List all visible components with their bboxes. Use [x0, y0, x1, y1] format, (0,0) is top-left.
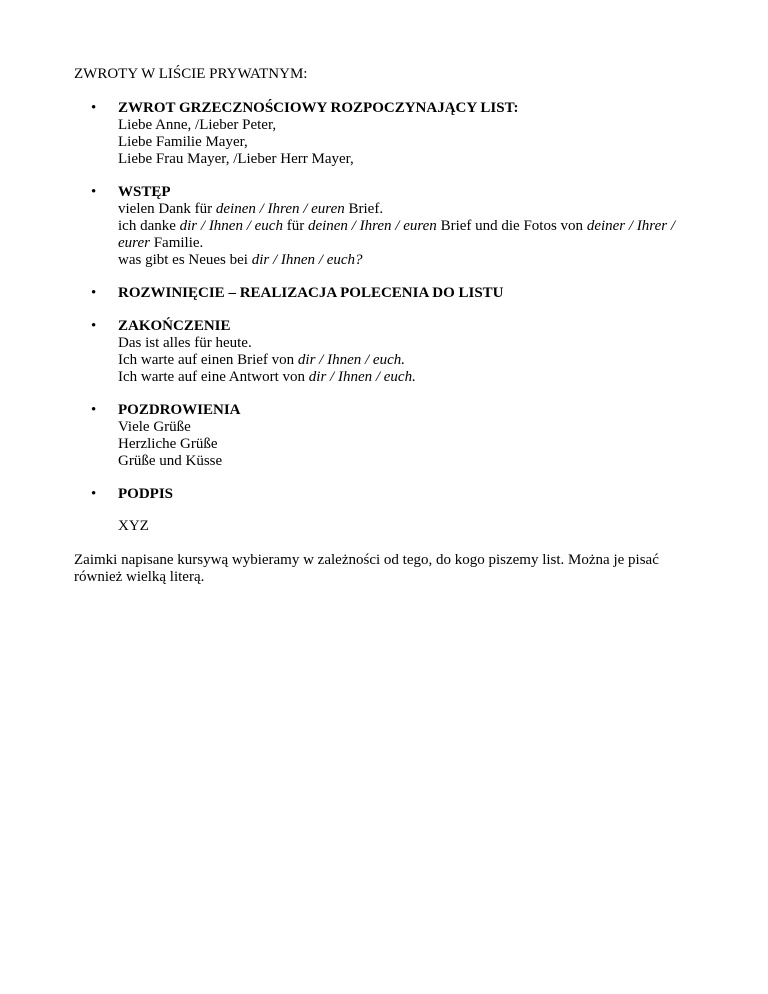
phrase-text: Herzliche Grüße [118, 436, 218, 452]
section-heading: POZDROWIENIA [118, 402, 241, 418]
pronoun-text: dir / Ihnen / euch? [251, 252, 363, 268]
section-line [118, 151, 694, 168]
bullet-icon: • [91, 318, 97, 334]
section-line [118, 436, 694, 453]
document-title: ZWROTY W LIŚCIE PRYWATNYM: [74, 66, 308, 82]
section-line [118, 419, 694, 436]
bullet-icon: • [91, 285, 97, 301]
phrase-text: was gibt es Neues bei [118, 252, 252, 268]
pronoun-text: dir / Ihnen / euch. [297, 352, 405, 368]
section-item [74, 486, 694, 503]
section-item [74, 285, 694, 302]
section-list [74, 100, 694, 503]
signature-text: XYZ [118, 518, 149, 534]
phrase-text: Familie. [149, 235, 204, 251]
bullet-icon: • [91, 100, 97, 116]
section-heading: ROZWINIĘCIE – REALIZACJA POLECENIA DO LISTU [118, 285, 504, 301]
phrase-text: Grüße und Küsse [118, 453, 223, 469]
phrase-text: Brief und die Fotos von [436, 218, 587, 234]
section-line [118, 117, 694, 134]
section-item [74, 100, 694, 168]
section-line [118, 201, 694, 218]
phrase-text: Ich warte auf eine Antwort von [118, 369, 309, 385]
phrase-text: Viele Grüße [118, 419, 191, 435]
footnote-text: Zaimki napisane kursywą wybieramy w zależności od tego, do kogo piszemy list. Można je pisać również wielką literą. [74, 552, 659, 585]
pronoun-text: deinen / Ihren / euren [215, 201, 345, 217]
section-line [118, 134, 694, 151]
section-heading: WSTĘP [118, 184, 171, 200]
phrase-text: Liebe Familie Mayer, [118, 134, 248, 150]
section-item [74, 318, 694, 386]
section-heading: PODPIS [118, 486, 174, 502]
pronoun-text: deiner / Ihrer / eurer [118, 218, 675, 251]
section-item [74, 184, 694, 269]
phrase-text: Liebe Anne, /Lieber Peter, [118, 117, 277, 133]
section-line [118, 369, 694, 386]
phrase-text: Ich warte auf einen Brief von [118, 352, 298, 368]
phrase-text: Das ist alles für heute. [118, 335, 252, 351]
phrase-text: Liebe Frau Mayer, /Lieber Herr Mayer, [118, 151, 354, 167]
pronoun-text: deinen / Ihren / euren [307, 218, 437, 234]
phrase-text: für [282, 218, 308, 234]
section-heading: ZAKOŃCZENIE [118, 318, 231, 334]
bullet-icon: • [91, 402, 97, 418]
section-item [74, 402, 694, 470]
phrase-text: Brief. [344, 201, 384, 217]
phrase-text: ich danke [118, 218, 180, 234]
section-heading: ZWROT GRZECZNOŚCIOWY ROZPOCZYNAJĄCY LIST: [118, 100, 519, 116]
document-page [74, 66, 694, 586]
section-line [118, 252, 694, 269]
bullet-icon: • [91, 486, 97, 502]
section-line [118, 335, 694, 352]
section-line [118, 352, 694, 369]
pronoun-text: dir / Ihnen / euch [179, 218, 283, 234]
bullet-icon: • [91, 184, 97, 200]
pronoun-text: dir / Ihnen / euch. [308, 369, 416, 385]
phrase-text: vielen Dank für [118, 201, 216, 217]
section-line [118, 453, 694, 470]
section-line [118, 218, 694, 252]
